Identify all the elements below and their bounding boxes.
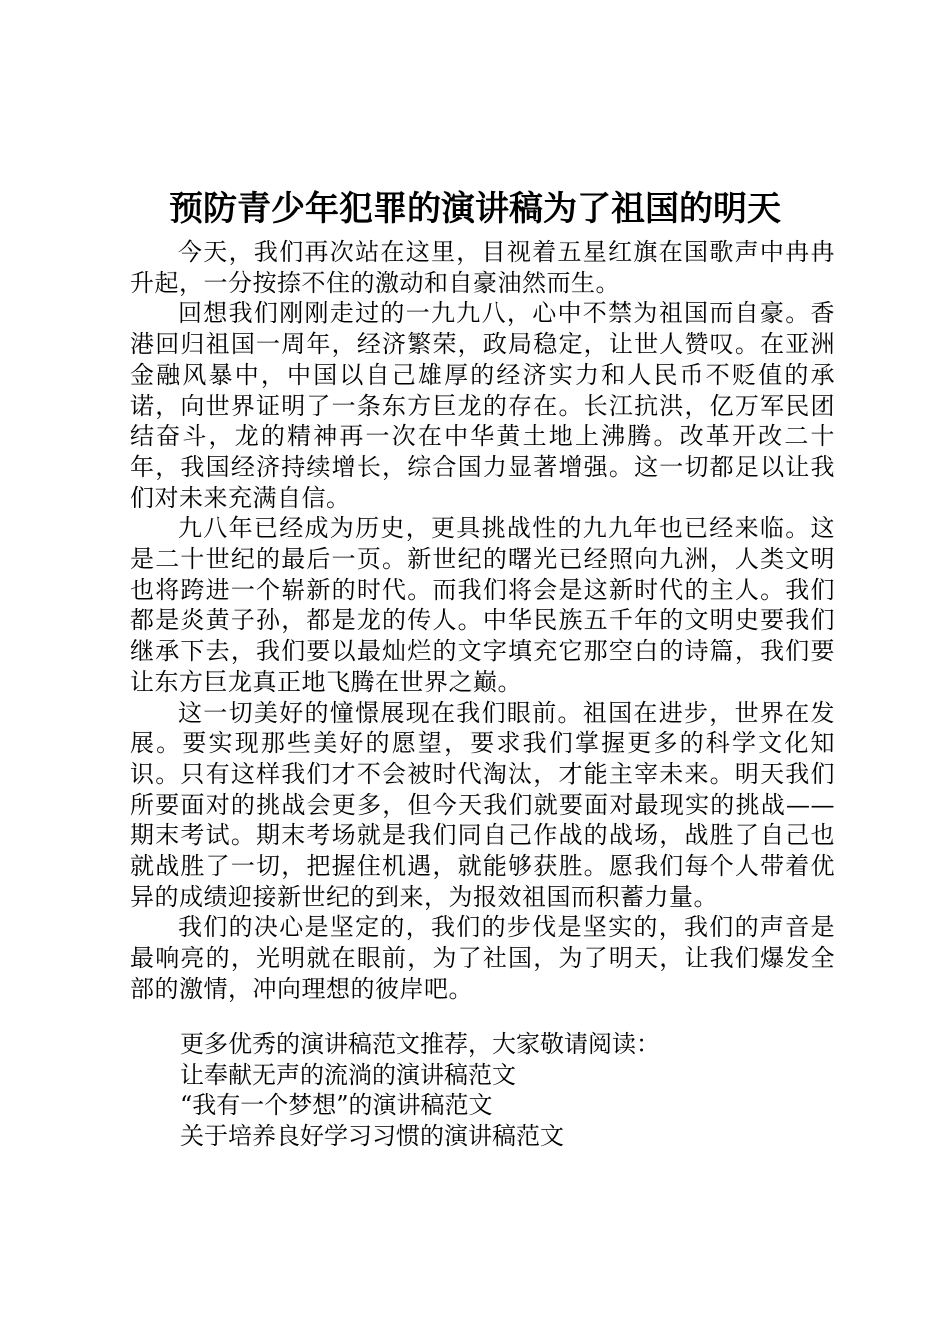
recommended-link[interactable]: “我有一个梦想”的演讲稿范文 bbox=[180, 1091, 493, 1120]
paragraph: 今天，我们再次站在这里，目视着五星红旗在国歌声中冉冉升起，一分按捺不住的激动和自豪油然而生。 bbox=[130, 238, 835, 297]
document-title: 预防青少年犯罪的演讲稿为了祖国的明天 bbox=[169, 189, 781, 229]
document-body bbox=[130, 237, 835, 1005]
recommended-label: 更多优秀的演讲稿范文推荐，大家敬请阅读： bbox=[180, 1030, 660, 1058]
recommended-link[interactable]: 让奉献无声的流淌的演讲稿范文 bbox=[180, 1060, 516, 1089]
paragraph: 九八年已经成为历史，更具挑战性的九九年也已经来临。这是二十世纪的最后一页。新世纪的曙光已经照向九洲，人类文明也将跨进一个崭新的时代。而我们将会是这新时代的主人。我们都是炎黄子孙，都是龙的传人。中华民族五千年的文明史要我们继承下去，我们要以最灿烂的文字填充它那空白的诗篇，我们要让东方巨龙真正地飞腾在世界之巅。 bbox=[130, 514, 835, 696]
paragraph: 这一切美好的憧憬展现在我们眼前。祖国在进步，世界在发展。要实现那些美好的愿望，要求我们掌握更多的科学文化知识。只有这样我们才不会被时代淘汰，才能主宰未来。明天我们所要面对的挑战会更多，但今天我们就要面对最现实的挑战——期末考试。期末考场就是我们同自己作战的战场，战胜了自己也就战胜了一切，把握住机遇，就能够获胜。愿我们每个人带着优异的成绩迎接新世纪的到来，为报效祖国而积蓄力量。 bbox=[130, 698, 835, 911]
paragraph: 回想我们刚刚走过的一九九八，心中不禁为祖国而自豪。香港回归祖国一周年，经济繁荣，政局稳定，让世人赞叹。在亚洲金融风暴中，中国以自己雄厚的经济实力和人民币不贬值的承诺，向世界证明了一条东方巨龙的存在。长江抗洪，亿万军民团结奋斗，龙的精神再一次在中华黄土地上沸腾。改革开改二十年，我国经济持续增长，综合国力显著增强。这一切都足以让我们对未来充满自信。 bbox=[130, 299, 835, 512]
recommended-list bbox=[180, 1029, 830, 1152]
paragraph: 我们的决心是坚定的，我们的步伐是坚实的，我们的声音是最响亮的，光明就在眼前，为了社国，为了明天，让我们爆发全部的激情，冲向理想的彼岸吧。 bbox=[130, 913, 835, 1003]
recommended-link[interactable]: 关于培养良好学习习惯的演讲稿范文 bbox=[180, 1122, 564, 1151]
